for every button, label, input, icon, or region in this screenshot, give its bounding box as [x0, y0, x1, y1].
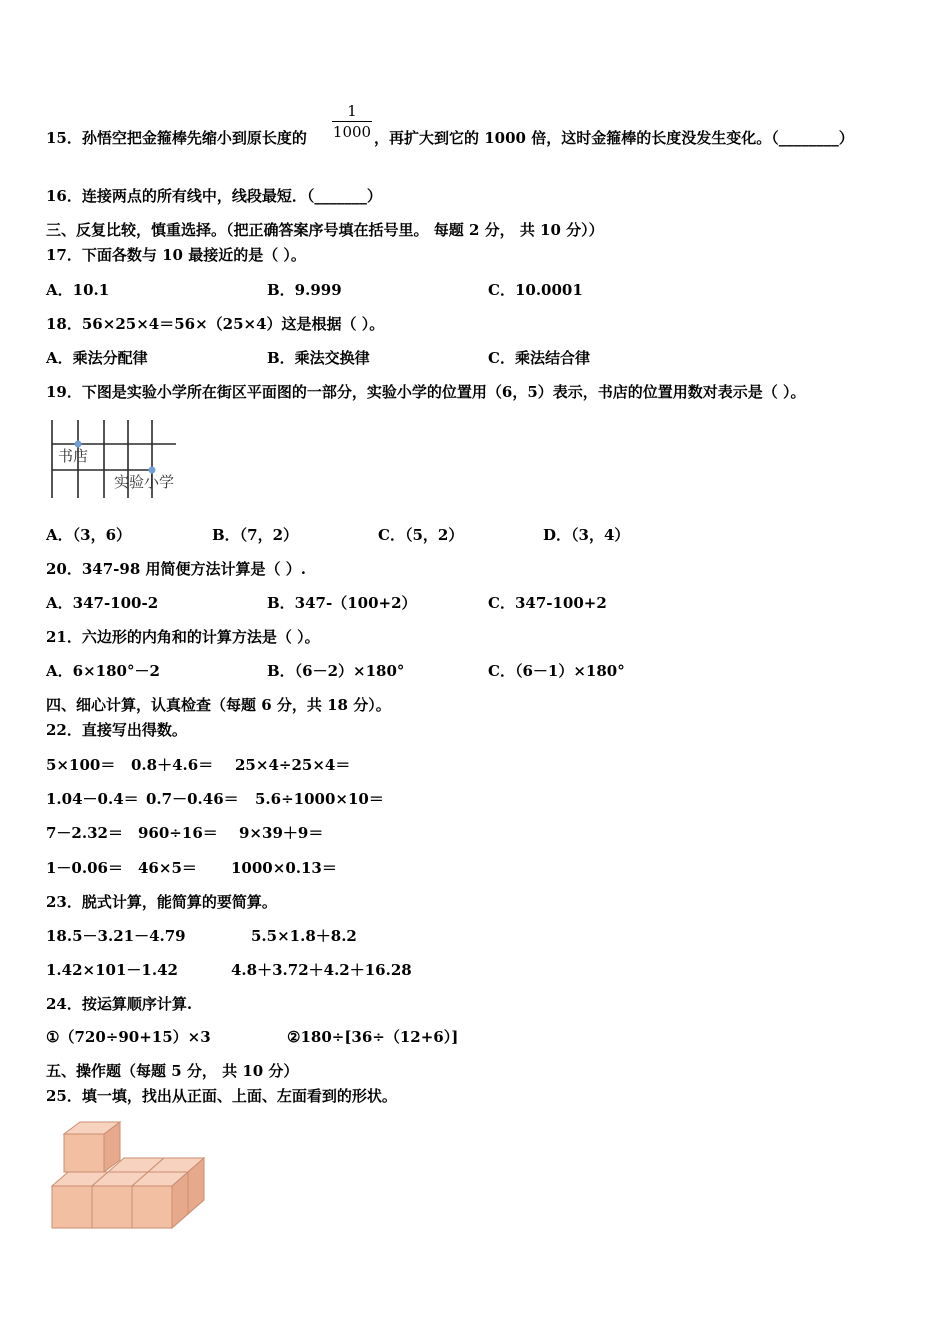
map-label-school: 实验小学 [114, 473, 175, 491]
q17-option-b: B．9.999 [267, 281, 342, 299]
map-label-bookstore: 书店 [58, 447, 89, 465]
q20-text: 20．347-98 用简便方法计算是（ ）. [46, 560, 306, 578]
q21-option-a: A．6×180°－2 [46, 662, 160, 680]
q19-option-a: A．（3，6） [46, 526, 132, 544]
q21-option-c: C．（6－1）×180° [488, 662, 625, 680]
q22-item: 1000×0.13＝ [231, 859, 337, 877]
q23-item: 1.42×101－1.42 [46, 961, 178, 979]
cube-front-face [64, 1134, 104, 1172]
q22-item: 9×39＋9＝ [239, 824, 324, 842]
q25-text: 25．填一填，找出从正面、上面、左面看到的形状。 [46, 1087, 397, 1105]
q24-item-2: ②180÷[36÷（12+6）] [287, 1028, 459, 1046]
cube-front-face [132, 1186, 172, 1228]
cube-front-face [92, 1186, 132, 1228]
q22-item: 0.8＋4.6＝ [131, 756, 214, 774]
fraction-bar [332, 121, 372, 122]
q15-text-before: 15．孙悟空把金箍棒先缩小到原长度的 [46, 129, 307, 147]
q23-item: 5.5×1.8＋8.2 [251, 927, 357, 945]
q22-item: 5.6÷1000×10＝ [255, 790, 384, 808]
fraction-denominator: 1000 [332, 123, 372, 141]
q24-item-1: ①（720÷90+15）×3 [46, 1028, 211, 1046]
q17-option-a: A．10.1 [46, 281, 110, 299]
q22-text: 22．直接写出得数。 [46, 721, 187, 739]
q19-option-d: D．（3，4） [543, 526, 630, 544]
q18-option-b: B．乘法交换律 [267, 349, 370, 367]
q22-item: 25×4÷25×4＝ [235, 756, 351, 774]
q18-text: 18．56×25×4＝56×（25×4）这是根据（ ）。 [46, 315, 385, 333]
q20-option-c: C．347-100+2 [488, 594, 607, 612]
q22-item: 7－2.32＝ [46, 824, 123, 842]
q22-item: 960÷16＝ [138, 824, 218, 842]
q16-text: 16．连接两点的所有线中，线段最短．（_______） [46, 187, 382, 205]
q22-item: 1.04－0.4＝ [46, 790, 139, 808]
section-4-heading: 四、细心计算，认真检查（每题 6 分，共 18 分）。 [46, 696, 391, 714]
q15-text-after: ，再扩大到它的 1000 倍，这时金箍棒的长度没发生变化。（________） [374, 129, 854, 147]
cube-stack-figure [48, 1118, 208, 1236]
section-3-heading: 三、反复比较，慎重选择。（把正确答案序号填在括号里。 每题 2 分， 共 10 分）） [46, 221, 604, 239]
q17-option-c: C．10.0001 [488, 281, 583, 299]
q22-item: 46×5＝ [138, 859, 197, 877]
q19-option-c: C．（5，2） [378, 526, 464, 544]
fraction-numerator: 1 [347, 102, 357, 120]
q20-option-a: A．347-100-2 [46, 594, 159, 612]
q23-text: 23．脱式计算，能简算的要简算。 [46, 893, 277, 911]
q20-option-b: B．347-（100+2） [267, 594, 417, 612]
street-map-figure [46, 418, 196, 500]
q21-text: 21．六边形的内角和的计算方法是（ ）。 [46, 628, 320, 646]
cube-front-face [52, 1186, 92, 1228]
q18-option-c: C．乘法结合律 [488, 349, 590, 367]
q23-item: 18.5－3.21－4.79 [46, 927, 186, 945]
q21-option-b: B．（6－2）×180° [267, 662, 405, 680]
q22-item: 5×100＝ [46, 756, 116, 774]
q19-text: 19．下图是实验小学所在街区平面图的一部分，实验小学的位置用（6，5）表示，书店的位置用数对表示是（ ）。 [46, 383, 806, 401]
q18-option-a: A．乘法分配律 [46, 349, 148, 367]
q24-text: 24．按运算顺序计算. [46, 995, 193, 1013]
q23-item: 4.8＋3.72＋4.2＋16.28 [231, 961, 412, 979]
q22-item: 1－0.06＝ [46, 859, 123, 877]
q17-text: 17．下面各数与 10 最接近的是（ ）。 [46, 246, 306, 264]
section-5-heading: 五、操作题（每题 5 分， 共 10 分） [46, 1062, 299, 1080]
q22-item: 0.7－0.46＝ [146, 790, 239, 808]
q19-option-b: B．（7，2） [212, 526, 299, 544]
q15-fraction [332, 102, 372, 141]
